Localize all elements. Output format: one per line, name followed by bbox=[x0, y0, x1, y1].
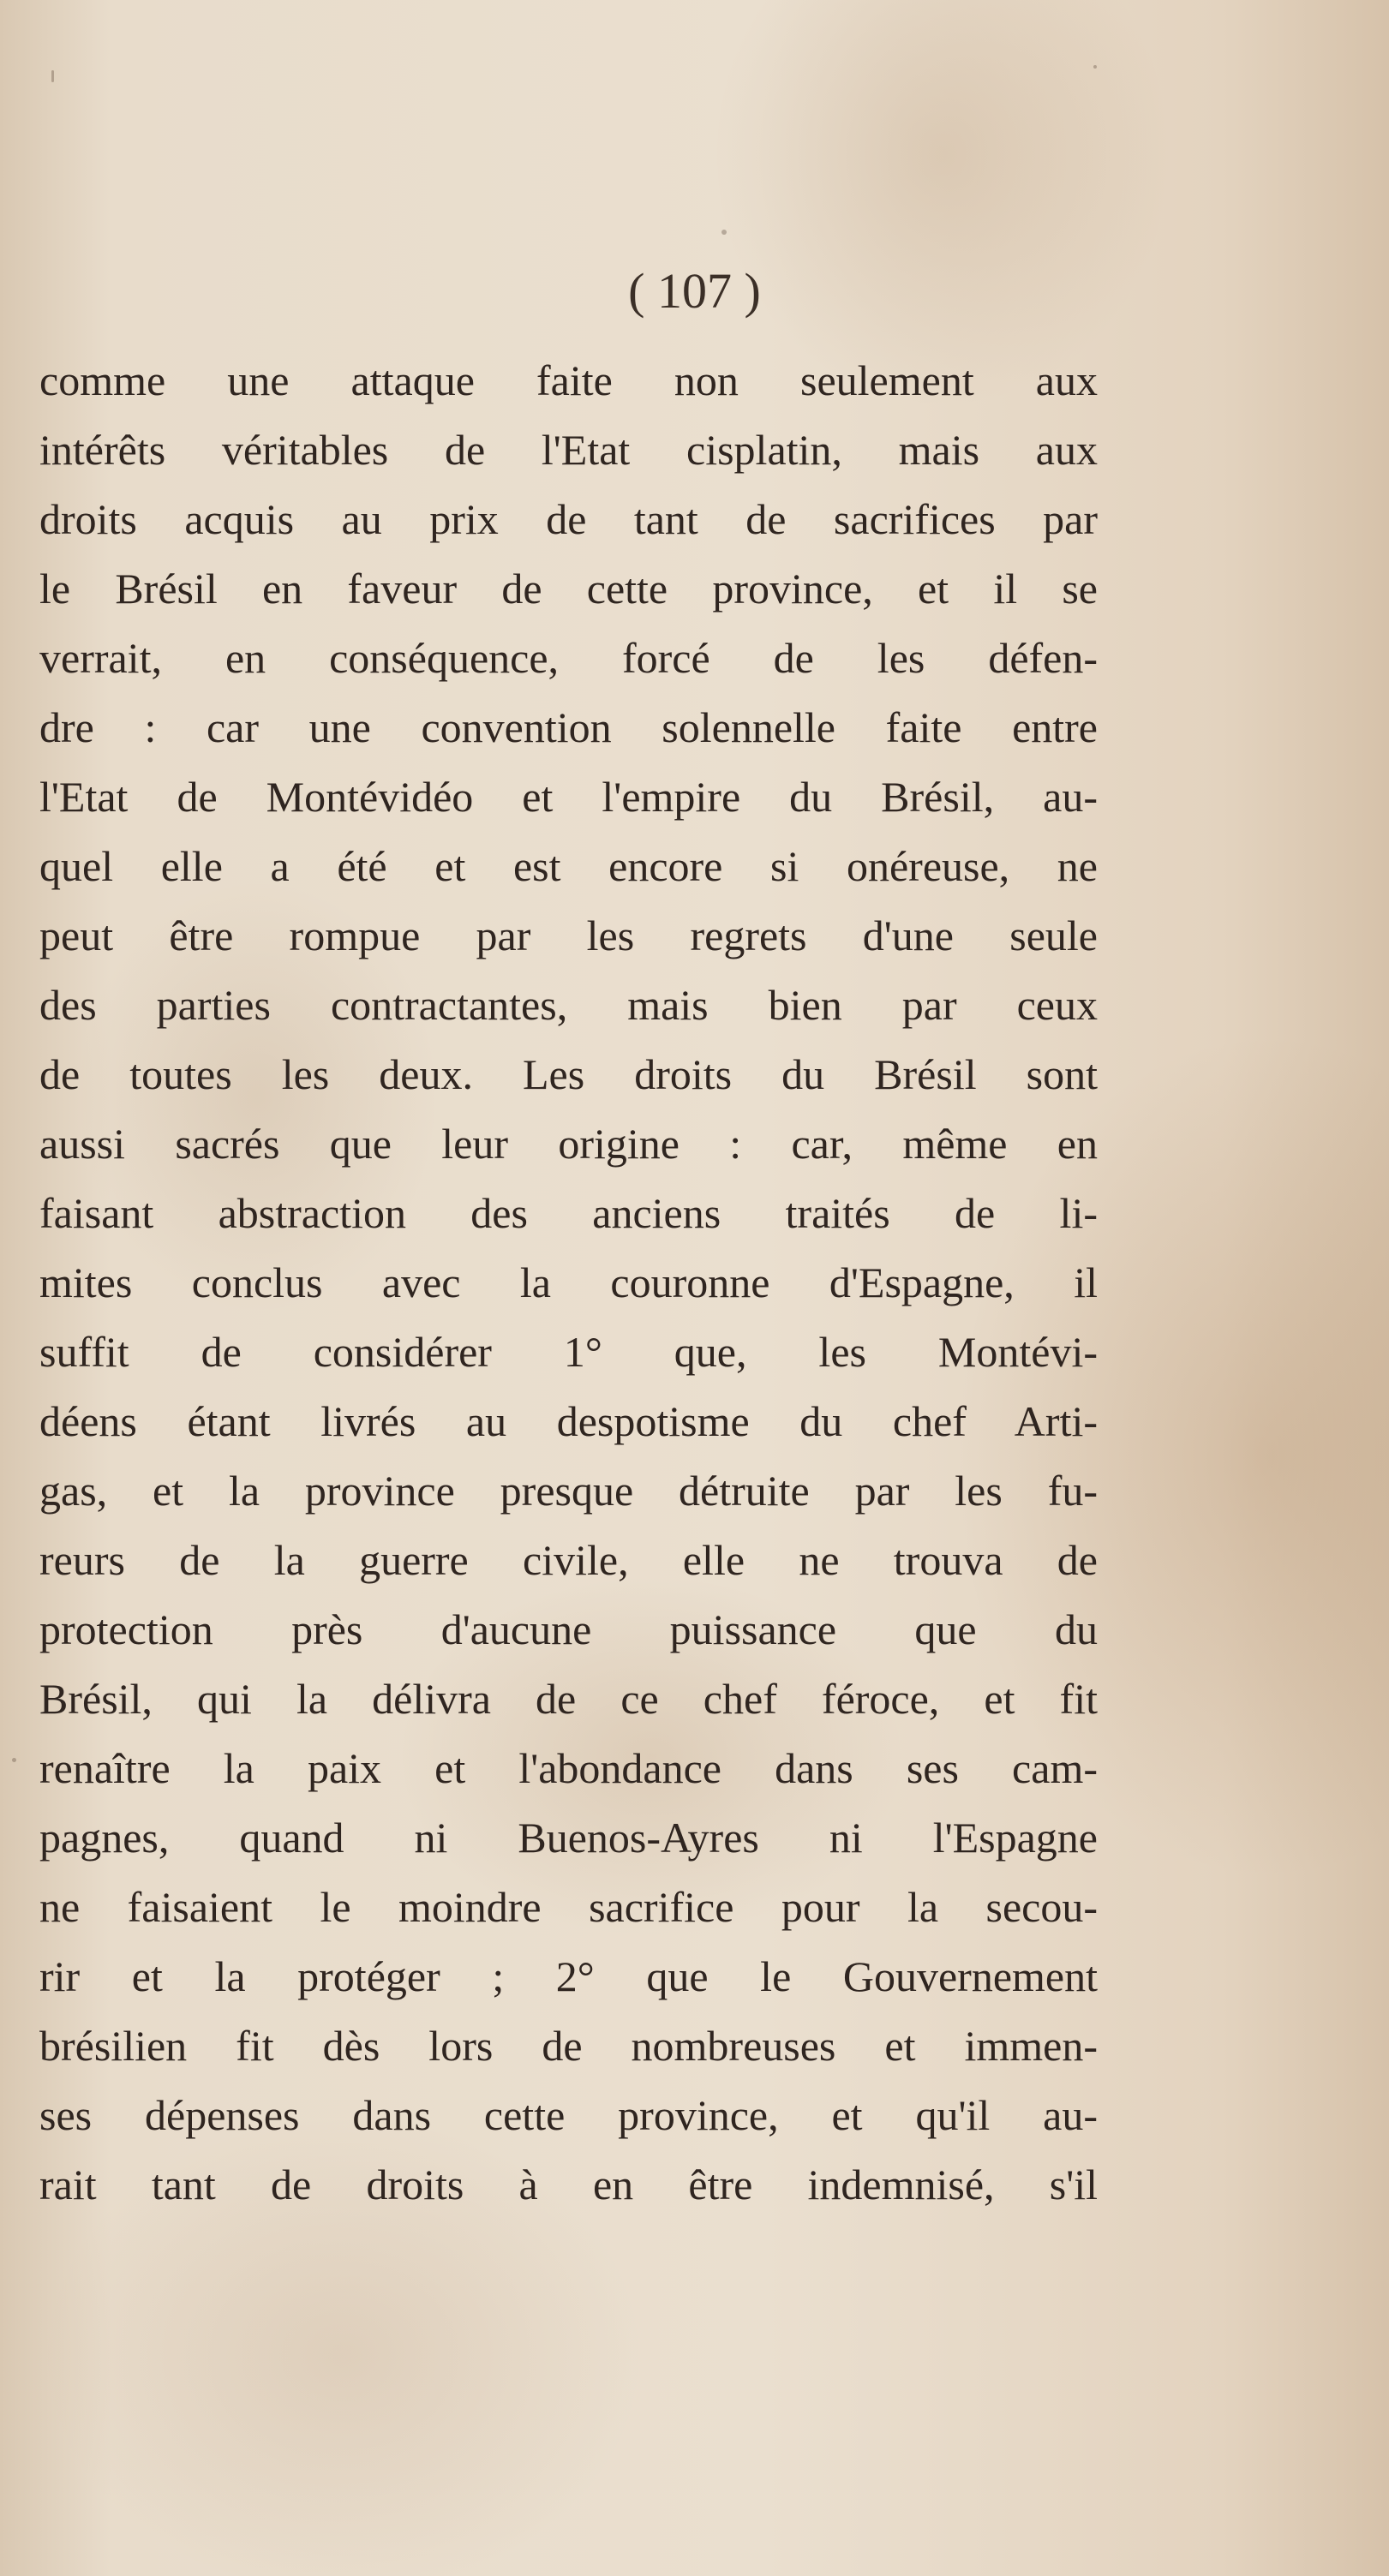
paper-speck bbox=[1093, 65, 1097, 69]
text-line: suffit de considérer 1° que, les Montévi- bbox=[39, 1328, 1098, 1376]
text-line: protection près d'aucune puissance que du bbox=[39, 1605, 1098, 1653]
text-line: de toutes les deux. Les droits du Brésil sont bbox=[39, 1050, 1098, 1098]
text-line: dre : car une convention solennelle faite entre bbox=[39, 703, 1098, 751]
text-line: le Brésil en faveur de cette province, et il se bbox=[39, 565, 1098, 613]
paper-speck bbox=[51, 70, 54, 82]
text-line: gas, et la province presque détruite par les fu- bbox=[39, 1467, 1098, 1515]
text-line: l'Etat de Montévidéo et l'empire du Brésil, au- bbox=[39, 773, 1098, 821]
body-text bbox=[39, 346, 1098, 2220]
text-line: mites conclus avec la couronne d'Espagne, il bbox=[39, 1258, 1098, 1306]
text-line: des parties contractantes, mais bien par ceux bbox=[39, 981, 1098, 1029]
text-line: droits acquis au prix de tant de sacrifices par bbox=[39, 495, 1098, 543]
text-line: faisant abstraction des anciens traités de li- bbox=[39, 1189, 1098, 1237]
paper-speck bbox=[721, 230, 727, 235]
text-line: peut être rompue par les regrets d'une seule bbox=[39, 911, 1098, 959]
text-line: ses dépenses dans cette province, et qu'il au- bbox=[39, 2091, 1098, 2139]
text-line: renaître la paix et l'abondance dans ses cam- bbox=[39, 1744, 1098, 1792]
text-line: quel elle a été et est encore si onéreuse, ne bbox=[39, 842, 1098, 890]
text-line: verrait, en conséquence, forcé de les défen- bbox=[39, 634, 1098, 682]
text-line: Brésil, qui la délivra de ce chef féroce, et fit bbox=[39, 1675, 1098, 1723]
text-line: reurs de la guerre civile, elle ne trouva de bbox=[39, 1536, 1098, 1584]
text-line: aussi sacrés que leur origine : car, même en bbox=[39, 1120, 1098, 1168]
paper-speck bbox=[12, 1758, 16, 1762]
text-line: rir et la protéger ; 2° que le Gouvernement bbox=[39, 1952, 1098, 2000]
text-line: comme une attaque faite non seulement aux bbox=[39, 356, 1098, 404]
page-number: ( 107 ) bbox=[628, 263, 761, 319]
text-line: intérêts véritables de l'Etat cisplatin, mais aux bbox=[39, 426, 1098, 474]
text-line: pagnes, quand ni Buenos-Ayres ni l'Espagne bbox=[39, 1814, 1098, 1862]
text-line: rait tant de droits à en être indemnisé, s'il bbox=[39, 2161, 1098, 2208]
text-line: ne faisaient le moindre sacrifice pour la secou- bbox=[39, 1883, 1098, 1931]
text-line: déens étant livrés au despotisme du chef Arti- bbox=[39, 1397, 1098, 1445]
text-line: brésilien fit dès lors de nombreuses et immen- bbox=[39, 2022, 1098, 2070]
